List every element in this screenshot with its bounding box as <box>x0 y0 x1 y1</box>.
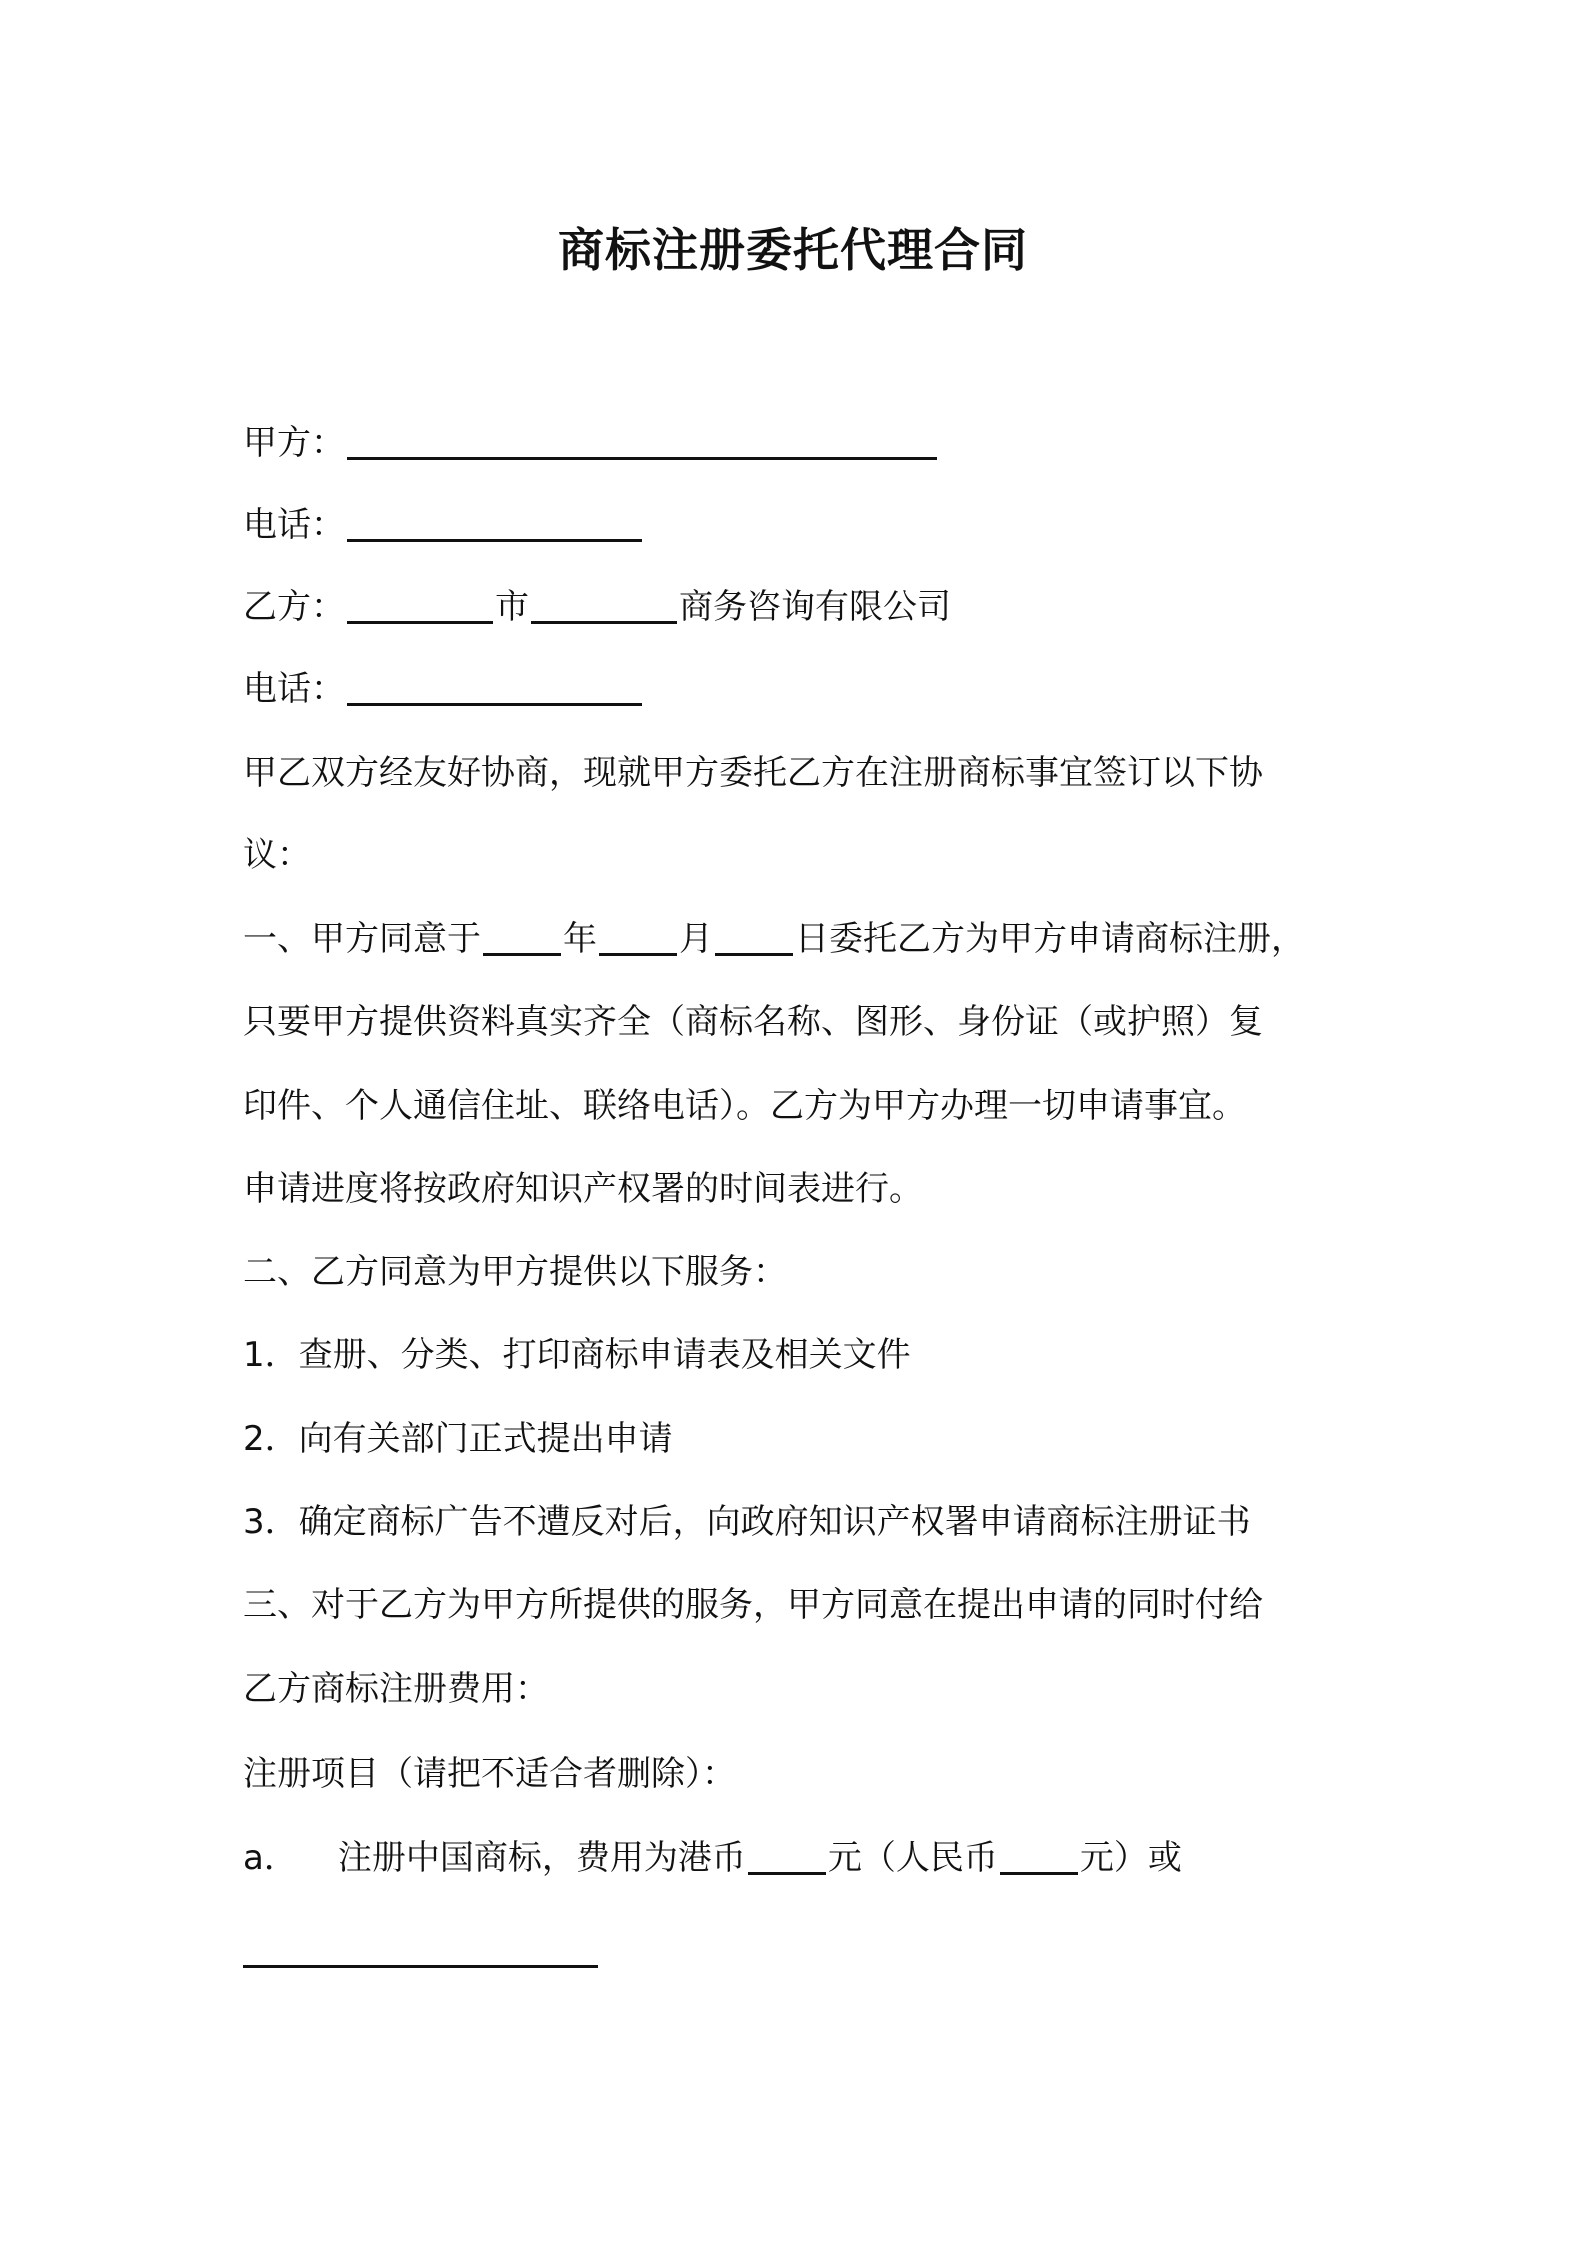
item-a-marker: a． <box>243 1838 298 1878</box>
party-a-line <box>243 423 939 463</box>
intro-line-2: 议： <box>243 835 311 875</box>
trailing-blank-line <box>243 1965 598 1968</box>
party-b-phone-blank <box>347 703 642 706</box>
items-label: 注册项目（请把不适合者删除）： <box>243 1754 736 1794</box>
party-a-label: 甲方： <box>243 423 345 463</box>
clause-1-line-3: 印件、个人通信住址、联络电话）。乙方为甲方办理一切申请事宜。 <box>243 1086 1246 1126</box>
service-item-3: 3．确定商标广告不遭反对后，向政府知识产权署申请商标注册证书 <box>243 1502 1251 1542</box>
clause-2: 二、乙方同意为甲方提供以下服务： <box>243 1252 787 1292</box>
clause-1-day-blank <box>715 953 793 956</box>
item-a-rmb-blank <box>1000 1872 1078 1875</box>
clause-1-line-4: 申请进度将按政府知识产权署的时间表进行。 <box>243 1169 923 1209</box>
party-b-label: 乙方： <box>243 587 345 627</box>
clause-3-line-2: 乙方商标注册费用： <box>243 1669 549 1709</box>
party-a-phone-blank <box>347 539 642 542</box>
item-a-line <box>243 1838 1182 1878</box>
clause-1-line-2: 只要甲方提供资料真实齐全（商标名称、图形、身份证（或护照）复 <box>243 1002 1263 1042</box>
service-item-2: 2．向有关部门正式提出申请 <box>243 1419 673 1459</box>
clause-1-year: 年 <box>563 919 597 959</box>
intro-line-1: 甲乙双方经友好协商，现就甲方委托乙方在注册商标事宜签订以下协 <box>243 753 1263 793</box>
item-a-hkd-blank <box>748 1872 826 1875</box>
party-a-phone-label: 电话： <box>243 505 345 545</box>
item-a-mid: 元（人民币 <box>827 1838 998 1878</box>
item-a-suffix: 元）或 <box>1079 1838 1182 1878</box>
item-a-prefix: 注册中国商标，费用为港币 <box>337 1838 746 1878</box>
clause-1-suffix: 日委托乙方为甲方申请商标注册， <box>795 919 1305 959</box>
party-b-company-suffix: 商务咨询有限公司 <box>679 587 951 627</box>
clause-1-year-blank <box>483 953 561 956</box>
clause-1-prefix: 一、甲方同意于 <box>243 919 481 959</box>
party-a-name-blank <box>347 457 937 460</box>
document-title: 商标注册委托代理合同 <box>558 223 1028 277</box>
party-b-city-blank <box>347 621 493 624</box>
service-item-1: 1．查册、分类、打印商标申请表及相关文件 <box>243 1335 911 1375</box>
party-a-phone-line <box>243 505 644 545</box>
party-b-line <box>243 587 951 627</box>
party-b-phone-line <box>243 669 644 709</box>
clause-1-month: 月 <box>679 919 713 959</box>
clause-1-month-blank <box>599 953 677 956</box>
party-b-city-suffix: 市 <box>495 587 529 627</box>
party-b-phone-label: 电话： <box>243 669 345 709</box>
party-b-company-blank <box>531 621 677 624</box>
clause-3-line-1: 三、对于乙方为甲方所提供的服务，甲方同意在提出申请的同时付给 <box>243 1585 1263 1625</box>
clause-1-line-1 <box>243 919 1305 959</box>
